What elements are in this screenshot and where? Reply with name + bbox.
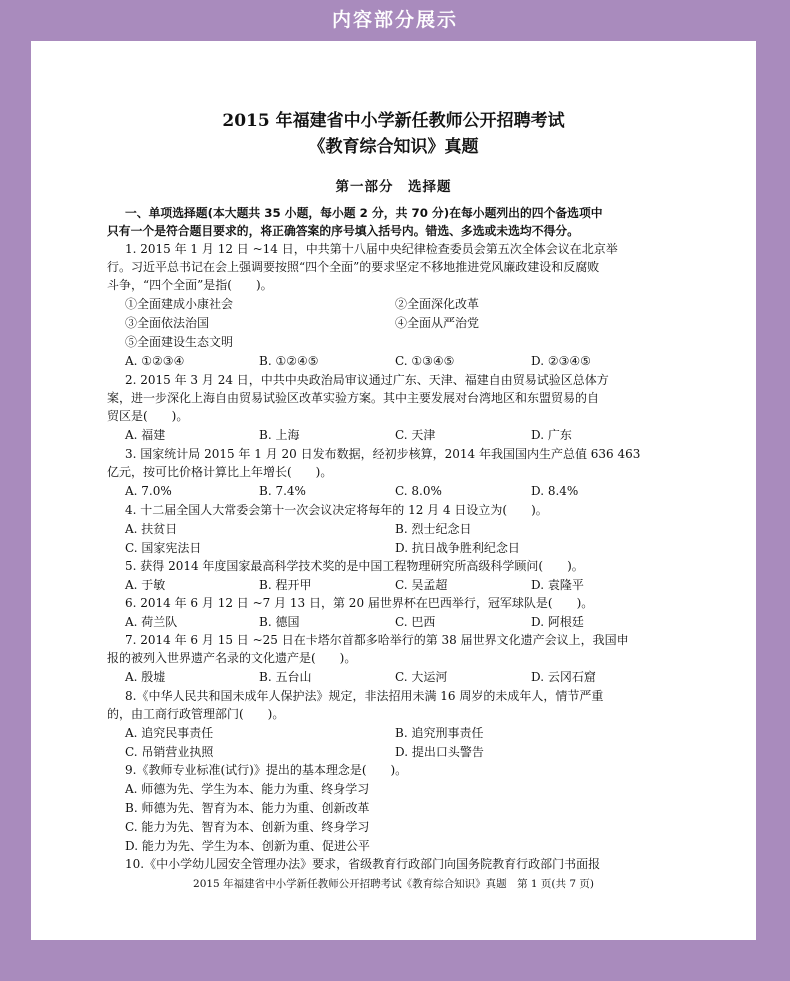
exam-title: 2015 年福建省中小学新任教师公开招聘考试 (222, 111, 565, 131)
question-2-option: A. 福建 (125, 428, 166, 442)
question-3-option: B. 7.4% (259, 484, 306, 498)
question-1-option: C. ①③④⑤ (395, 354, 455, 368)
section-instructions-cont: 只有一个是符合题目要求的，将正确答案的序号填入括号内。错选、多选或未选均不得分。 (107, 224, 579, 238)
question-1-option: B. ①②④⑤ (259, 354, 319, 368)
question-1-item: ⑤全面建设生态文明 (125, 335, 234, 349)
question-2-stem: 案，进一步深化上海自由贸易试验区改革实验方案。其中主要发展对台湾地区和东盟贸易的自 (107, 391, 600, 405)
document-page (31, 41, 756, 940)
question-6-option: A. 荷兰队 (125, 615, 178, 629)
question-1-item: ①全面建成小康社会 (125, 297, 234, 311)
question-8-option: C. 吊销营业执照 (125, 745, 214, 759)
question-2-option: C. 天津 (395, 428, 436, 442)
question-8-option: B. 追究刑事责任 (395, 726, 484, 740)
question-3-stem: 亿元，按可比价格计算比上年增长( )。 (107, 465, 333, 479)
question-4-option: C. 国家宪法日 (125, 541, 202, 555)
question-1-option: A. ①②③④ (125, 354, 185, 368)
question-5-option: D. 袁隆平 (531, 578, 584, 592)
question-5-option: A. 于敏 (125, 578, 166, 592)
question-4-option: B. 烈士纪念日 (395, 522, 472, 536)
part-heading: 第一部分 选择题 (335, 179, 452, 195)
question-9-option: B. 师德为先、智育为本、能力为重、创新改革 (125, 801, 370, 815)
question-1-stem: 斗争，“四个全面”是指( )。 (107, 278, 273, 292)
question-5-stem: 5. 获得 2014 年度国家最高科学技术奖的是中国工程物理研究所高级科学顾问( )。 (125, 559, 584, 573)
question-9-option: D. 能力为先、学生为本、创新为重、促进公平 (125, 839, 370, 853)
question-9-option: C. 能力为先、智育为本、创新为重、终身学习 (125, 820, 370, 834)
question-10-stem: 10.《中小学幼儿园安全管理办法》要求，省级教育行政部门向国务院教育行政部门书面报 (125, 857, 601, 871)
question-5-option: C. 吴孟超 (395, 578, 448, 592)
question-6-stem: 6. 2014 年 6 月 12 日 ~7 月 13 日，第 20 届世界杯在巴西举行，冠军球队是( )。 (125, 596, 594, 610)
question-1-option: D. ②③④⑤ (531, 354, 591, 368)
question-9-stem: 9.《教师专业标准(试行)》提出的基本理念是( )。 (125, 763, 408, 777)
question-1-item: ③全面依法治国 (125, 316, 210, 330)
question-8-stem: 8.《中华人民共和国未成年人保护法》规定，非法招用未满 16 周岁的未成年人，情节严重 (125, 689, 604, 703)
question-3-option: A. 7.0% (125, 484, 172, 498)
question-3-stem: 3. 国家统计局 2015 年 1 月 20 日发布数据，经初步核算，2014 年我国国内生产总值 636 463 (125, 447, 641, 461)
question-7-option: D. 云冈石窟 (531, 670, 596, 684)
question-6-option: B. 德国 (259, 615, 300, 629)
question-4-option: D. 抗日战争胜利纪念日 (395, 541, 520, 555)
question-8-option: D. 提出口头警告 (395, 745, 484, 759)
page-footer: 2015 年福建省中小学新任教师公开招聘考试《教育综合知识》真题 第 1 页(共 7 页) (193, 878, 594, 890)
question-2-option: B. 上海 (259, 428, 300, 442)
question-2-stem: 贸区是( )。 (107, 409, 189, 423)
question-8-stem: 的，由工商行政管理部门( )。 (107, 707, 285, 721)
question-1-stem: 1. 2015 年 1 月 12 日 ~14 日，中共第十八届中央纪律检查委员会第五次全体会议在北京举 (125, 242, 618, 256)
question-8-option: A. 追究民事责任 (125, 726, 214, 740)
question-3-option: D. 8.4% (531, 484, 579, 498)
banner-title: 内容部分展示 (331, 9, 458, 31)
question-7-option: C. 大运河 (395, 670, 448, 684)
question-2-stem: 2. 2015 年 3 月 24 日，中共中央政治局审议通过广东、天津、福建自由贸易试验区总体方 (125, 373, 609, 387)
question-3-option: C. 8.0% (395, 484, 442, 498)
question-1-item: ②全面深化改革 (395, 297, 480, 311)
section-instructions: 一、单项选择题(本大题共 35 小题，每小题 2 分，共 70 分)在每小题列出的四个备选项中 (125, 206, 603, 220)
question-6-option: C. 巴西 (395, 615, 436, 629)
exam-subtitle: 《教育综合知识》真题 (308, 137, 479, 157)
question-6-option: D. 阿根廷 (531, 615, 584, 629)
question-1-stem: 行。习近平总书记在会上强调要按照“四个全面”的要求坚定不移地推进党风廉政建设和反腐败 (107, 260, 600, 274)
question-2-option: D. 广东 (531, 428, 572, 442)
question-7-stem: 7. 2014 年 6 月 15 日 ~25 日在卡塔尔首都多哈举行的第 38 届世界文化遗产会议上，我国申 (125, 633, 629, 647)
question-7-option: B. 五台山 (259, 670, 312, 684)
question-9-option: A. 师德为先、学生为本、能力为重、终身学习 (125, 782, 370, 796)
question-4-stem: 4. 十二届全国人大常委会第十一次会议决定将每年的 12 月 4 日设立为( )。 (125, 503, 548, 517)
question-7-stem: 报的被列入世界遗产名录的文化遗产是( )。 (107, 651, 357, 665)
question-4-option: A. 扶贫日 (125, 522, 178, 536)
question-7-option: A. 殷墟 (125, 670, 166, 684)
question-5-option: B. 程开甲 (259, 578, 312, 592)
question-1-item: ④全面从严治党 (395, 316, 480, 330)
